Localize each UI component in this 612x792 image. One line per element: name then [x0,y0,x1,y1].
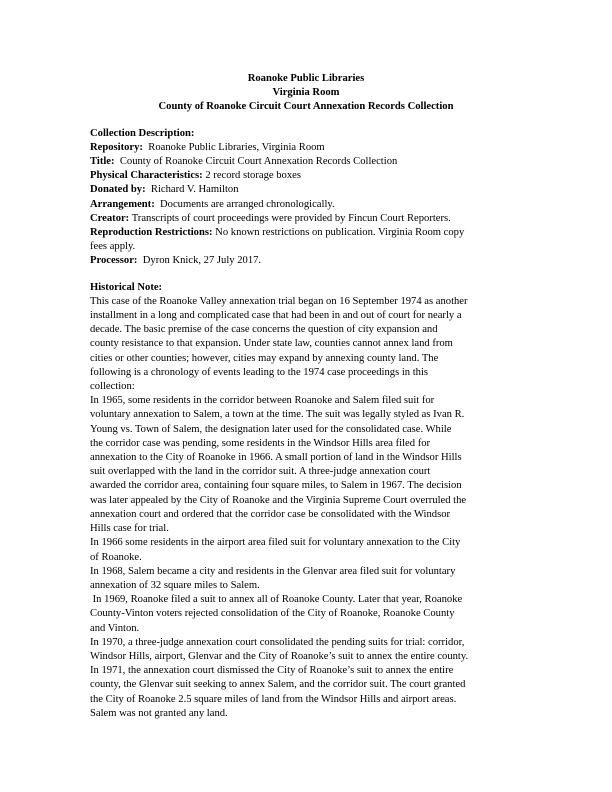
text-line: voluntary annexation to Salem, a town at the time. The suit was legally styled as Ivan R. [90,409,465,421]
field-reproduction-restrictions [90,226,522,240]
text-line: In 1966 some residents in the airport area filed suit for voluntary annexation to the City [90,537,461,549]
field-value: Richard V. Hamilton [150,184,239,196]
header-library-name: Roanoke Public Libraries [247,73,365,84]
field-arrangement [90,198,522,212]
field-value: No known restrictions on publication. Virginia Room copy [215,227,465,239]
text-line: Hills case for trial. [90,523,169,535]
collection-description-section [90,127,522,269]
field-repository [90,141,522,155]
field-label: Processor: [90,255,138,267]
text-line: installment in a long and complicated case that had been in and out of court for nearly a [90,310,462,322]
text-line: annexation of 32 square miles to Salem. [90,579,260,591]
text-line: was later appealed by the City of Roanoke and the Virginia Supreme Court overruled the [90,494,467,506]
text-line: In 1968, Salem became a city and residents in the Glenvar area filed suit for voluntary [90,565,456,577]
document-page [90,72,522,721]
collection-description-heading: Collection Description: [90,127,195,139]
text-line: In 1969, Roanoke filed a suit to annex all of Roanoke County. Later that year, Roanoke [90,594,463,606]
field-processor [90,254,522,268]
field-label: Title: [90,156,115,168]
field-value: Documents are arranged chronologically. [160,198,335,210]
text-line: In 1971, the annexation court dismissed the City of Roanoke’s suit to annex the entire [90,665,454,677]
field-value: Roanoke Public Libraries, Virginia Room [148,141,325,153]
field-label: Arrangement: [90,198,155,210]
text-line: and Vinton. [90,622,140,634]
text-line: annexation to the City of Roanoke in 1966. A small portion of land in the Windsor Hills [90,452,462,464]
text-line: In 1965, some residents in the corridor between Roanoke and Salem filed suit for [90,395,435,407]
field-value: 2 record storage boxes [205,170,301,182]
text-line: suit overlapped with the land in the corridor suit. A three-judge annexation court [90,466,431,478]
text-line: county, the Glenvar suit seeking to annex Salem, and the corridor suit. The court granted [90,679,466,691]
field-physical-characteristics [90,169,522,183]
historical-note-section [90,281,522,721]
text-line: Young vs. Town of Salem, the designation later used for the consolidated case. While [90,423,452,435]
field-label: Physical Characteristics: [90,170,203,182]
field-value: Dyron Knick, 27 July 2017. [142,255,262,267]
text-line: county resistance to that expansion. Under state law, counties cannot annex land from [90,338,453,350]
field-reproduction-restrictions-continued [90,240,522,254]
field-donated-by [90,183,522,197]
field-creator [90,212,522,226]
field-label: Creator: [90,212,130,224]
text-line: Windsor Hills, airport, Glenvar and the City of Roanoke’s suit to annex the entire county. [90,650,469,662]
field-label: Donated by: [90,184,146,196]
historical-note-heading: Historical Note: [90,281,163,293]
document-header [90,72,522,115]
text-line: the City of Roanoke 2.5 square miles of land from the Windsor Hills and airport areas. [90,693,457,705]
field-value: Transcripts of court proceedings were provided by Fincun Court Reporters. [131,212,451,224]
field-label: Reproduction Restrictions: [90,227,213,239]
field-title [90,155,522,169]
text-line: the corridor case was pending, some residents in the Windsor Hills area filed for [90,437,431,449]
text-line: awarded the corridor area, containing four square miles, to Salem in 1967. The decision [90,480,462,492]
text-line: following is a chronology of events leading to the 1974 case proceedings in this [90,366,429,378]
text-line: County-Vinton voters rejected consolidation of the City of Roanoke, Roanoke County [90,608,455,620]
field-value: fees apply. [90,241,136,253]
historical-note-body [90,295,522,721]
text-line: annexation court and ordered that the corridor case be consolidated with the Windsor [90,508,451,520]
header-room-name: Virginia Room [272,87,340,99]
header-collection-title: County of Roanoke Circuit Court Annexation Records Collection [158,101,454,113]
text-line: Salem was not granted any land. [90,707,228,719]
text-line: This case of the Roanoke Valley annexation trial began on 16 September 1974 as another [90,295,468,307]
text-line: decade. The basic premise of the case concerns the question of city expansion and [90,324,438,336]
field-label: Repository: [90,141,143,153]
text-line: cities or other counties; however, cities may expand by annexing county land. The [90,352,439,364]
text-line: of Roanoke. [90,551,142,563]
field-value: County of Roanoke Circuit Court Annexation Records Collection [119,156,398,168]
text-line: In 1970, a three-judge annexation court consolidated the pending suits for trial: corridor, [90,636,465,648]
text-line: collection: [90,381,135,393]
